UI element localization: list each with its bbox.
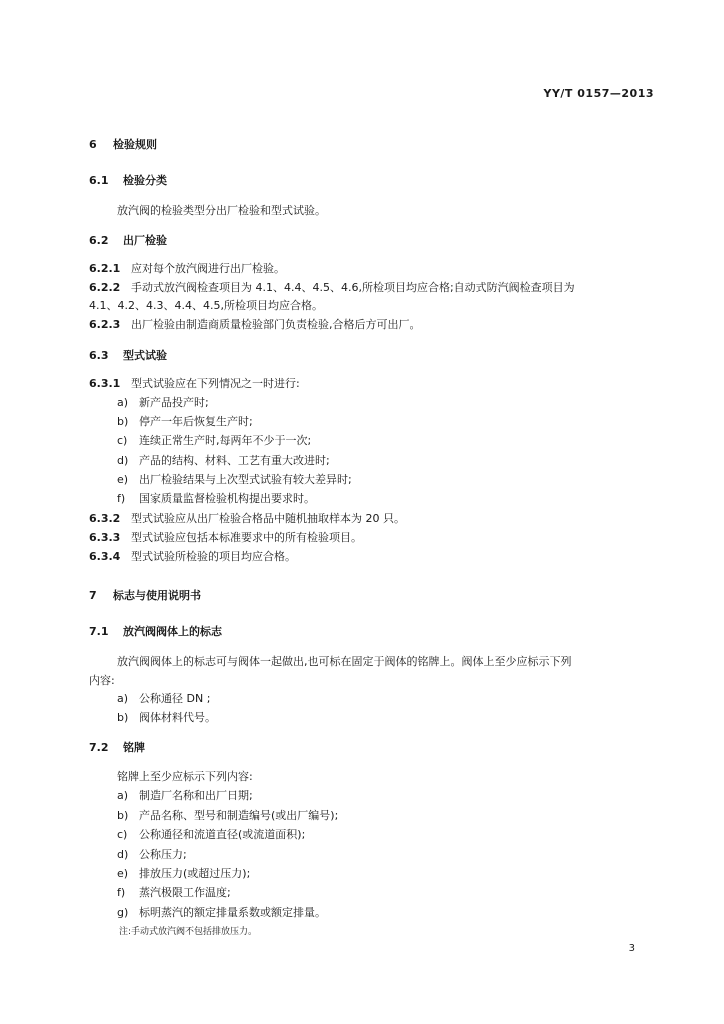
clause-number: 6.2.2 <box>89 281 121 294</box>
section-title: 型式试验 <box>123 349 167 362</box>
list-marker: a) <box>117 692 129 705</box>
section-7-heading <box>89 589 201 603</box>
list-text: 公称通径和流道直径(或流道面积); <box>139 828 306 841</box>
list-text: 蒸汽极限工作温度; <box>139 886 231 899</box>
clause-text-continued: 4.1、4.2、4.3、4.4、4.5,所检项目均应合格。 <box>89 299 323 312</box>
list-marker: b) <box>117 415 129 428</box>
clause-number: 6.3.3 <box>89 531 121 544</box>
list-marker: d) <box>117 848 129 861</box>
clause-text: 型式试验应从出厂检验合格品中随机抽取样本为 20 只。 <box>131 512 405 525</box>
clause-text: 型式试验应包括本标准要求中的所有检验项目。 <box>131 531 362 544</box>
list-marker: b) <box>117 809 129 822</box>
clause-text: 手动式放汽阀检查项目为 4.1、4.4、4.5、4.6,所检项目均应合格;自动式防汽阀检查项目为 <box>131 281 575 294</box>
list-item <box>117 434 311 448</box>
section-number: 6.2 <box>89 234 109 247</box>
list-text: 新产品投产时; <box>139 396 209 409</box>
list-item <box>117 415 253 429</box>
section-title: 放汽阀阀体上的标志 <box>123 625 222 638</box>
clause-text: 应对每个放汽阀进行出厂检验。 <box>131 262 285 275</box>
clause-number: 6.3.2 <box>89 512 121 525</box>
list-marker: c) <box>117 828 128 841</box>
list-item <box>117 906 326 920</box>
section-6-1-heading <box>89 174 167 188</box>
list-text: 阀体材料代号。 <box>139 711 216 724</box>
list-marker: f) <box>117 886 126 899</box>
list-marker: a) <box>117 396 129 409</box>
section-7-1-heading <box>89 625 222 639</box>
clause-number: 6.3.4 <box>89 550 121 563</box>
clause-6-3-3 <box>89 531 362 545</box>
list-item <box>117 886 231 900</box>
list-text: 制造厂名称和出厂日期; <box>139 789 253 802</box>
section-6-heading <box>89 138 157 152</box>
list-marker: d) <box>117 454 129 467</box>
clause-text: 型式试验应在下列情况之一时进行: <box>131 377 300 390</box>
list-marker: c) <box>117 434 128 447</box>
paragraph-continued: 内容: <box>89 674 115 687</box>
clause-number: 6.2.3 <box>89 318 121 331</box>
paragraph: 铭牌上至少应标示下列内容: <box>117 770 253 783</box>
page-number: 3 <box>628 943 635 954</box>
list-item <box>117 789 253 803</box>
section-number: 6.1 <box>89 174 109 187</box>
list-text: 排放压力(或超过压力); <box>139 867 251 880</box>
section-number: 6.3 <box>89 349 109 362</box>
list-text: 产品的结构、材料、工艺有重大改进时; <box>139 454 330 467</box>
section-title: 铭牌 <box>123 741 145 754</box>
list-marker: e) <box>117 473 129 486</box>
clause-text: 型式试验所检验的项目均应合格。 <box>131 550 296 563</box>
section-number: 7.2 <box>89 741 109 754</box>
paragraph: 放汽阀阀体上的标志可与阀体一起做出,也可标在固定于阀体的铭牌上。阀体上至少应标示下列 <box>117 655 572 668</box>
list-marker: b) <box>117 711 129 724</box>
list-text: 公称通径 DN ; <box>139 692 211 705</box>
list-marker: e) <box>117 867 129 880</box>
section-title: 出厂检验 <box>123 234 167 247</box>
section-7-2-heading <box>89 741 145 755</box>
section-title: 检验规则 <box>113 138 157 151</box>
clause-number: 6.2.1 <box>89 262 121 275</box>
section-number: 6 <box>89 138 97 151</box>
list-text: 出厂检验结果与上次型式试验有较大差异时; <box>139 473 352 486</box>
list-text: 公称压力; <box>139 848 187 861</box>
clause-number: 6.3.1 <box>89 377 121 390</box>
paragraph: 放汽阀的检验类型分出厂检验和型式试验。 <box>117 204 326 217</box>
section-title: 标志与使用说明书 <box>113 589 201 602</box>
list-marker: a) <box>117 789 129 802</box>
list-item <box>117 396 209 410</box>
list-text: 国家质量监督检验机构提出要求时。 <box>139 492 315 505</box>
clause-6-2-2 <box>89 281 575 295</box>
clause-6-3-1 <box>89 377 300 391</box>
clause-6-3-2 <box>89 512 405 526</box>
standard-code: YY/T 0157—2013 <box>543 87 654 100</box>
list-text: 连续正常生产时,每两年不少于一次; <box>139 434 312 447</box>
list-text: 停产一年后恢复生产时; <box>139 415 253 428</box>
section-6-2-heading <box>89 234 167 248</box>
list-text: 产品名称、型号和制造编号(或出厂编号); <box>139 809 339 822</box>
list-item <box>117 809 338 823</box>
section-6-3-heading <box>89 349 167 363</box>
clause-6-2-3 <box>89 318 421 332</box>
list-item <box>117 492 315 506</box>
clause-6-2-1 <box>89 262 285 276</box>
list-item <box>117 848 187 862</box>
list-text: 标明蒸汽的额定排量系数或额定排量。 <box>139 906 326 919</box>
list-item <box>117 711 216 725</box>
list-item <box>117 828 305 842</box>
clause-text: 出厂检验由制造商质量检验部门负责检验,合格后方可出厂。 <box>131 318 421 331</box>
list-marker: f) <box>117 492 126 505</box>
list-item <box>117 692 210 706</box>
note: 注:手动式放汽阀不包括排放压力。 <box>119 927 258 937</box>
section-number: 7.1 <box>89 625 109 638</box>
list-marker: g) <box>117 906 129 919</box>
section-title: 检验分类 <box>123 174 167 187</box>
list-item <box>117 867 250 881</box>
section-number: 7 <box>89 589 97 602</box>
list-item <box>117 454 330 468</box>
list-item <box>117 473 352 487</box>
clause-6-3-4 <box>89 550 296 564</box>
